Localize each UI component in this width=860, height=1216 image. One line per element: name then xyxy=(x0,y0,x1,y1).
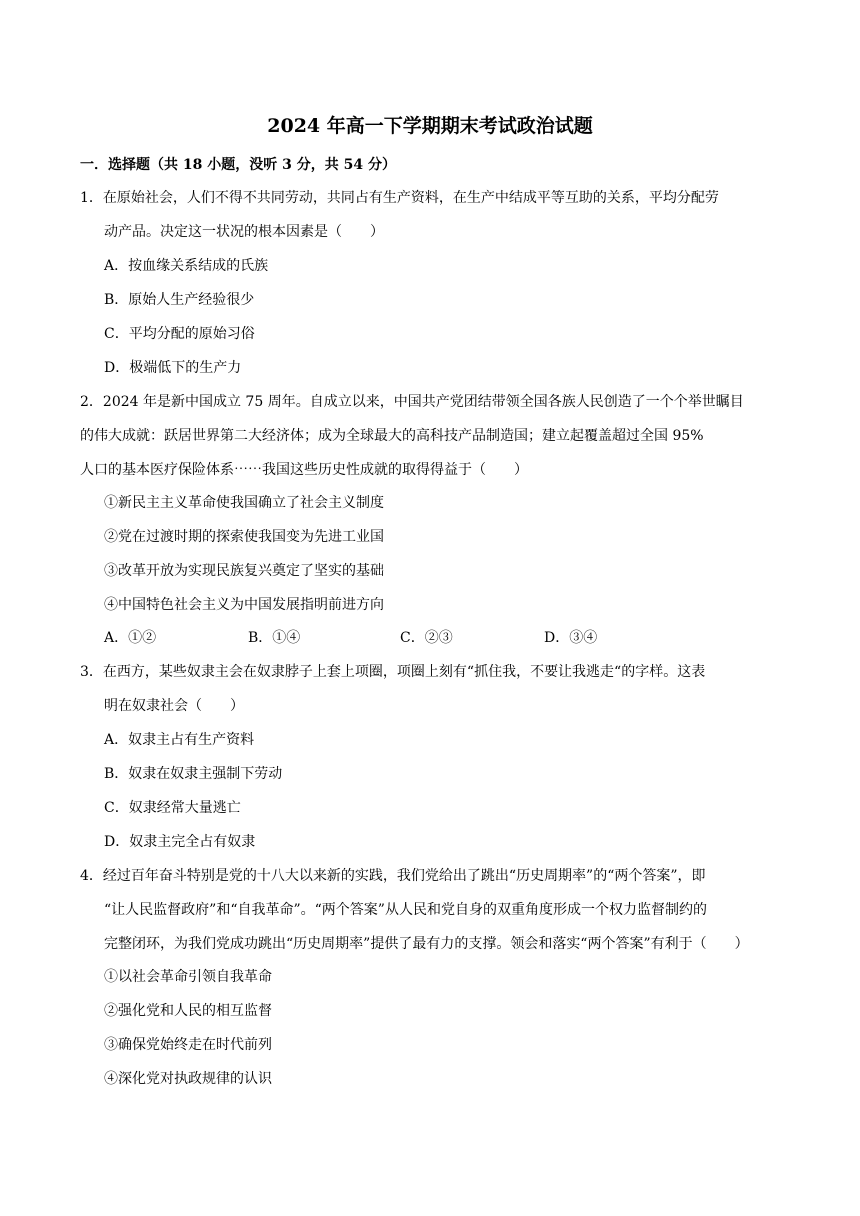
question-1-option-a: A．按血缘关系结成的氏族 xyxy=(104,258,269,274)
question-4-stem-line-3: 完整闭环，为我们党成功跳出“历史周期率”提供了最有力的支撑。领会和落实“两个答案”有利于（ ） xyxy=(104,936,749,952)
question-1-option-b: B．原始人生产经验很少 xyxy=(104,292,255,308)
question-4-statement-3: ③确保党始终走在时代前列 xyxy=(104,1037,272,1053)
question-4-statement-2: ②强化党和人民的相互监督 xyxy=(104,1003,272,1019)
question-3-option-c: C．奴隶经常大量逃亡 xyxy=(104,800,241,816)
question-2-stem-line-2: 的伟大成就：跃居世界第二大经济体；成为全球最大的高科技产品制造国；建立起覆盖超过全国 95% xyxy=(80,428,704,444)
question-2-choice-c: C．②③ xyxy=(400,630,453,646)
question-2-statement-4: ④中国特色社会主义为中国发展指明前进方向 xyxy=(104,597,384,613)
question-2-statement-3: ③改革开放为实现民族复兴奠定了坚实的基础 xyxy=(104,563,384,579)
question-3-option-b: B．奴隶在奴隶主强制下劳动 xyxy=(104,766,283,782)
question-1-stem-line-1: 1．在原始社会，人们不得不共同劳动，共同占有生产资料，在生产中结成平等互助的关系，平均分配劳 xyxy=(80,190,719,206)
question-2-stem-line-3: 人口的基本医疗保险体系⋯⋯我国这些历史性成就的取得得益于（ ） xyxy=(80,462,528,478)
question-4-stem-line-1: 4．经过百年奋斗特别是党的十八大以来新的实践，我们党给出了跳出“历史周期率”的“两个答案”，即 xyxy=(80,868,706,884)
question-2-choice-a: A．①② xyxy=(104,630,157,646)
question-2-choices xyxy=(104,627,664,649)
question-4-stem-line-2: “让人民监督政府”和“自我革命”。“两个答案”从人民和党自身的双重角度形成一个权力监督制约的 xyxy=(104,902,707,918)
question-2-choice-b: B．①④ xyxy=(248,630,301,646)
question-2-statement-2: ②党在过渡时期的探索使我国变为先进工业国 xyxy=(104,529,384,545)
question-3-stem-line-2: 明在奴隶社会（ ） xyxy=(104,698,244,714)
question-3-option-a: A．奴隶主占有生产资料 xyxy=(104,732,255,748)
question-1-option-d: D．极端低下的生产力 xyxy=(104,360,242,376)
question-2-stem-line-1: 2．2024 年是新中国成立 75 周年。自成立以来，中国共产党团结带领全国各族人民创造了一个个举世瞩目 xyxy=(80,394,744,410)
question-1-option-c: C．平均分配的原始习俗 xyxy=(104,326,255,342)
page-title: 2024 年高一下学期期末考试政治试题 xyxy=(267,115,593,137)
question-4-statement-4: ④深化党对执政规律的认识 xyxy=(104,1071,272,1087)
question-4-statement-1: ①以社会革命引领自我革命 xyxy=(104,969,272,985)
question-2-choice-d: D．③④ xyxy=(544,630,598,646)
question-1-stem-line-2: 动产品。决定这一状况的根本因素是（ ） xyxy=(104,224,384,240)
question-3-option-d: D．奴隶主完全占有奴隶 xyxy=(104,834,256,850)
section-heading: 一．选择题（共 18 小题，没听 3 分，共 54 分） xyxy=(80,157,396,173)
question-2-statement-1: ①新民主主义革命使我国确立了社会主义制度 xyxy=(104,495,384,511)
question-3-stem-line-1: 3．在西方，某些奴隶主会在奴隶脖子上套上项圈，项圈上刻有“抓住我，不要让我逃走“的字样。这表 xyxy=(80,664,706,680)
